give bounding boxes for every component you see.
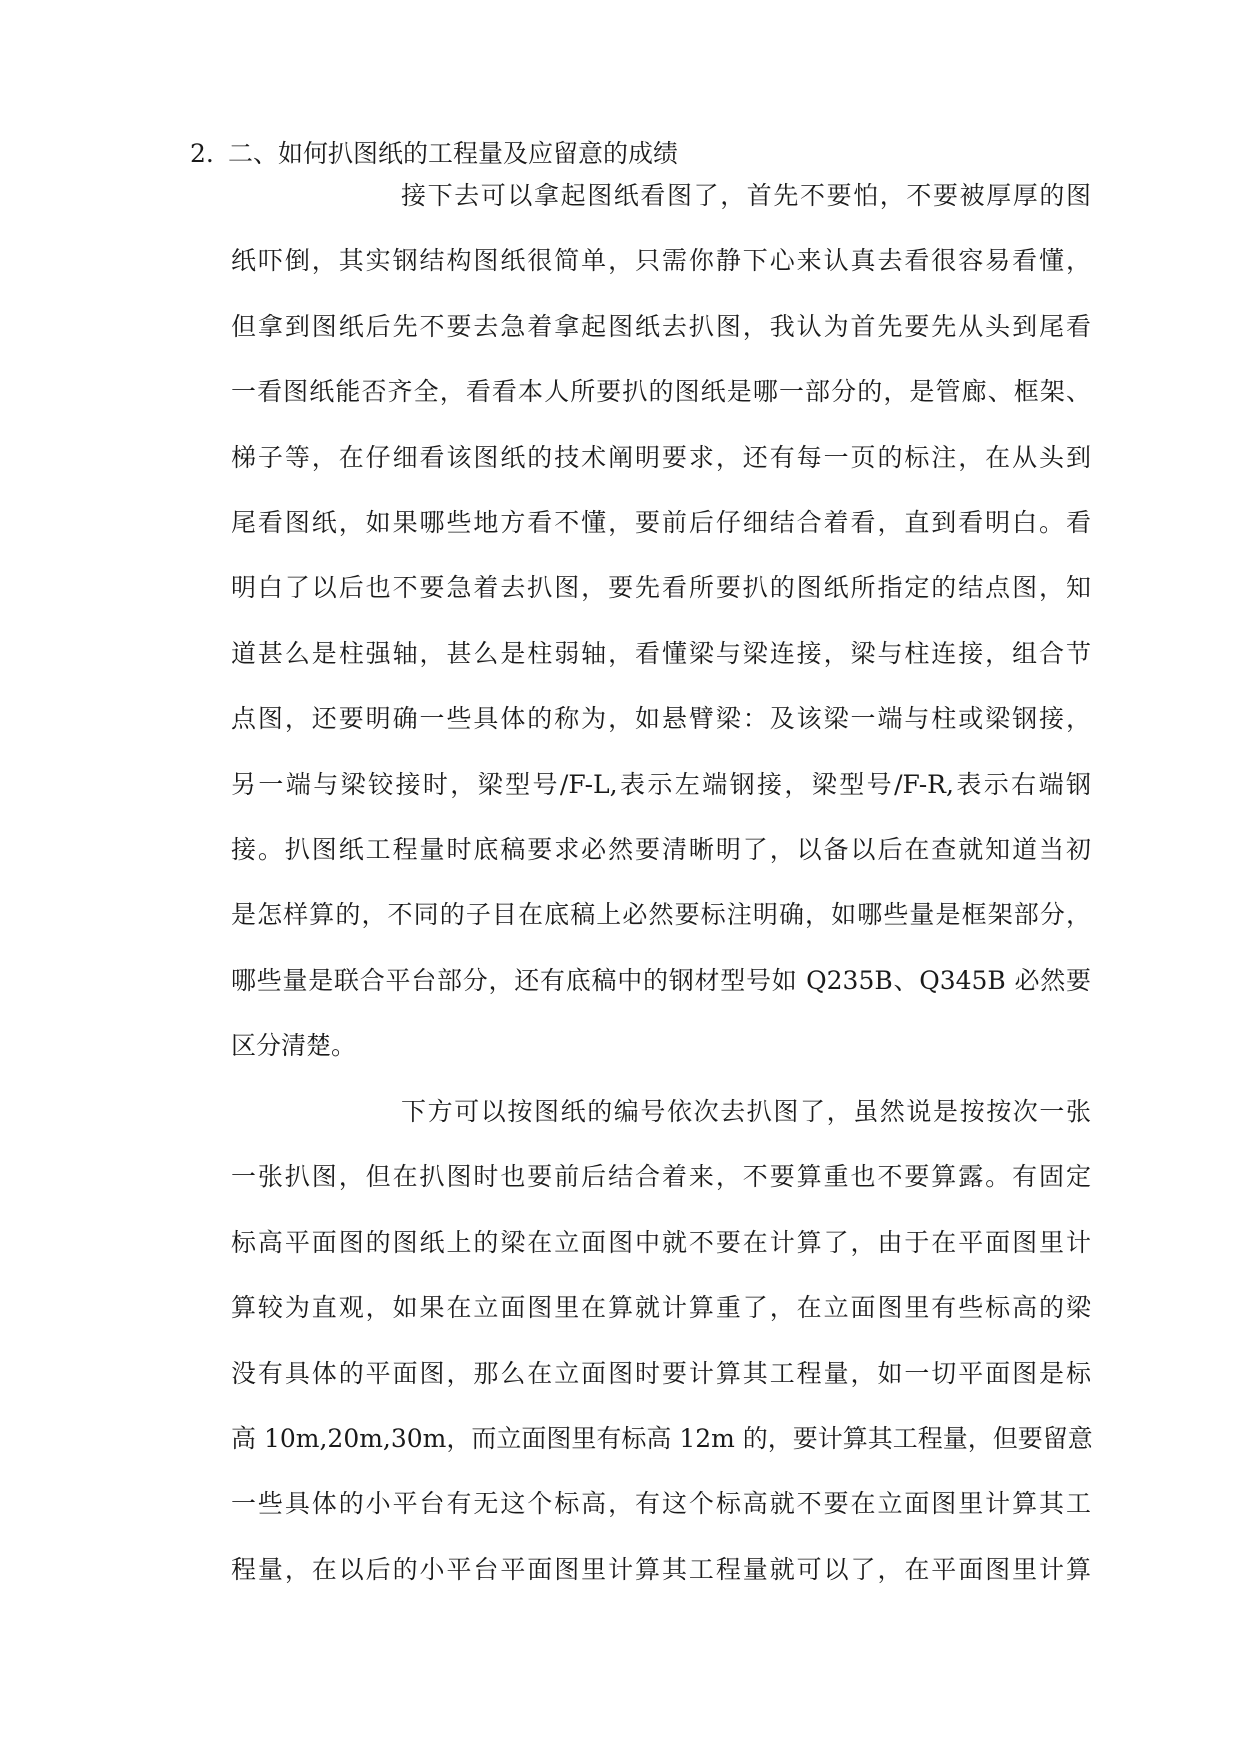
paragraph-line: 没有具体的平面图，那么在立面图时要计算其工程量，如一切平面图是标 <box>231 1358 1091 1388</box>
paragraph-line: 纸吓倒，其实钢结构图纸很简单，只需你静下心来认真去看很容易看懂， <box>231 246 1091 276</box>
paragraph-line: 一张扒图，但在扒图时也要前后结合着来，不要算重也不要算露。有固定 <box>231 1162 1091 1192</box>
paragraph-line: 但拿到图纸后先不要去急着拿起图纸去扒图，我认为首先要先从头到尾看 <box>231 311 1091 341</box>
paragraph-line: 接下去可以拿起图纸看图了，首先不要怕，不要被厚厚的图 <box>401 181 1091 210</box>
paragraph-line: 算较为直观，如果在立面图里在算就计算重了，在立面图里有些标高的梁 <box>231 1293 1091 1323</box>
paragraph-line: 明白了以后也不要急着去扒图，要先看所要扒的图纸所指定的结点图，知 <box>231 573 1091 603</box>
paragraph-line: 哪些量是联合平台部分，还有底稿中的钢材型号如 Q235B、Q345B 必然要 <box>231 965 1091 995</box>
paragraph-line: 尾看图纸，如果哪些地方看不懂，要前后仔细结合着看，直到看明白。看 <box>231 507 1091 537</box>
section-number: 2. <box>190 139 214 168</box>
paragraph-line: 道甚么是柱强轴，甚么是柱弱轴，看懂梁与梁连接，梁与柱连接，组合节 <box>231 638 1091 668</box>
paragraph-line: 另一端与梁铰接时，梁型号/F-L,表示左端钢接，梁型号/F-R,表示右端钢 <box>231 769 1091 799</box>
paragraph-line: 一看图纸能否齐全，看看本人所要扒的图纸是哪一部分的，是管廊、框架、 <box>231 377 1091 407</box>
paragraph-line: 一些具体的小平台有无这个标高，有这个标高就不要在立面图里计算其工 <box>231 1489 1091 1519</box>
paragraph-line: 梯子等，在仔细看该图纸的技术阐明要求，还有每一页的标注，在从头到 <box>231 442 1091 472</box>
paragraph-2 <box>231 1088 1091 1611</box>
paragraph-1 <box>231 172 1091 1087</box>
section-title: 二、如何扒图纸的工程量及应留意的成绩 <box>228 139 679 168</box>
paragraph-line: 接。扒图纸工程量时底稿要求必然要清晰明了，以备以后在查就知道当初 <box>231 834 1091 864</box>
paragraph-line: 下方可以按图纸的编号依次去扒图了，虽然说是按按次一张 <box>401 1097 1091 1126</box>
paragraph-line: 程量，在以后的小平台平面图里计算其工程量就可以了，在平面图里计算 <box>231 1554 1091 1584</box>
paragraph-line: 区分清楚。 <box>231 1031 357 1061</box>
paragraph-line: 是怎样算的，不同的子目在底稿上必然要标注明确，如哪些量是框架部分， <box>231 900 1091 930</box>
paragraph-line: 点图，还要明确一些具体的称为，如悬臂梁：及该梁一端与柱或梁钢接， <box>231 704 1091 734</box>
paragraph-line: 高 10m,20m,30m，而立面图里有标高 12m 的，要计算其工程量，但要留意 <box>231 1423 1093 1453</box>
section-heading <box>190 130 678 178</box>
paragraph-line: 标高平面图的图纸上的梁在立面图中就不要在计算了，由于在平面图里计 <box>231 1227 1091 1257</box>
